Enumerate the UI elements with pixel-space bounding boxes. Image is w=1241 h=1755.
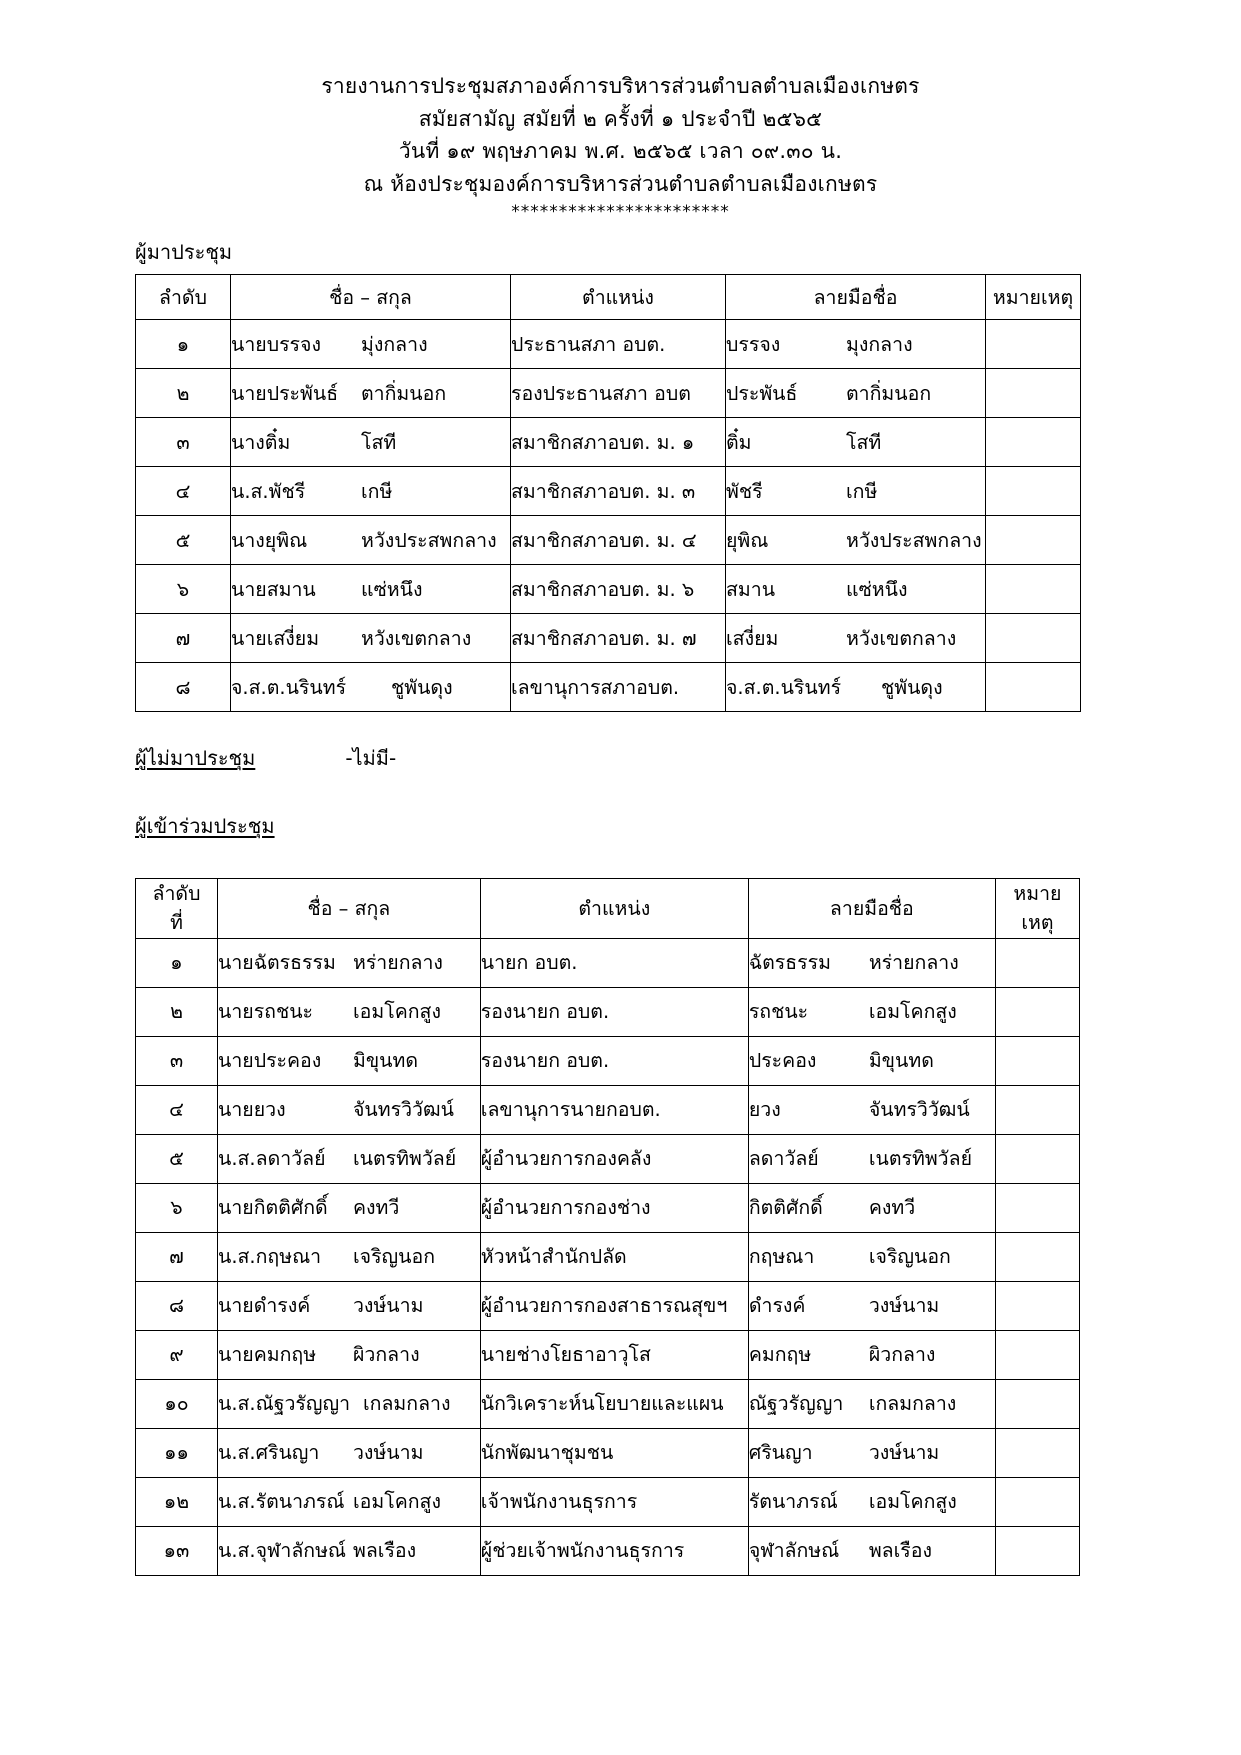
row-name bbox=[231, 565, 511, 614]
row-name-first: นางติ๋ม bbox=[231, 430, 291, 454]
row-sign-first: รถชนะ bbox=[748, 1000, 809, 1024]
row-name bbox=[217, 987, 480, 1036]
row-name-last: แซ่หนึง bbox=[361, 577, 423, 601]
row-note bbox=[995, 1183, 1079, 1232]
row-name-last: ชูพันดุง bbox=[391, 675, 453, 699]
row-note bbox=[986, 516, 1081, 565]
row-note bbox=[995, 1330, 1079, 1379]
row-sign-first: ลดาวัลย์ bbox=[748, 1147, 819, 1171]
table-row bbox=[136, 467, 1081, 516]
row-signature bbox=[748, 1134, 995, 1183]
row-sign-last: มิขุนทด bbox=[868, 1049, 934, 1073]
row-sign-first: กิตติศักดิ์ bbox=[748, 1196, 823, 1220]
attendees-table bbox=[135, 274, 1081, 712]
participants-col-name: ชื่อ – สกุล bbox=[217, 879, 480, 939]
table-row bbox=[136, 663, 1081, 712]
row-sign-last: พลเรือง bbox=[868, 1539, 933, 1563]
participants-section-label: ผู้เข้าร่วมประชุม bbox=[135, 814, 275, 839]
table-row bbox=[136, 516, 1081, 565]
row-no: ๑๐ bbox=[136, 1379, 218, 1428]
row-sign-last: โสที bbox=[846, 430, 882, 454]
row-position: นักพัฒนาชุมชน bbox=[480, 1428, 748, 1477]
participants-col-signature: ลายมือชื่อ bbox=[748, 879, 995, 939]
row-sign-last: เนตรทิพวัลย์ bbox=[868, 1147, 972, 1171]
row-name-last: วงษ์นาม bbox=[352, 1441, 424, 1465]
row-sign-first: ประคอง bbox=[748, 1049, 817, 1073]
row-signature bbox=[726, 369, 986, 418]
participants-table-header-row bbox=[136, 879, 1080, 939]
attendees-col-note: หมายเหตุ bbox=[986, 275, 1081, 320]
row-sign-first: ยวง bbox=[748, 1098, 781, 1122]
row-name bbox=[217, 1428, 480, 1477]
row-position: สมาชิกสภาอบต. ม. ๓ bbox=[511, 467, 726, 516]
table-row bbox=[136, 1477, 1080, 1526]
row-signature bbox=[726, 418, 986, 467]
row-note bbox=[995, 1036, 1079, 1085]
row-no: ๘ bbox=[136, 1281, 218, 1330]
row-no: ๓ bbox=[136, 1036, 218, 1085]
row-sign-last: ผิวกลาง bbox=[868, 1343, 936, 1367]
row-name-first: น.ส.กฤษณา bbox=[217, 1245, 322, 1269]
row-name bbox=[217, 1036, 480, 1085]
row-name-first: น.ส.รัตนาภรณ์ bbox=[217, 1490, 345, 1514]
row-name bbox=[217, 1134, 480, 1183]
row-name-first: นายประพันธ์ bbox=[231, 381, 339, 405]
table-row bbox=[136, 1330, 1080, 1379]
row-name-first: นายคมกฤษ bbox=[217, 1343, 317, 1367]
row-sign-last: วงษ์นาม bbox=[868, 1294, 940, 1318]
row-name-first: น.ส.พัชรี bbox=[231, 479, 306, 503]
row-note bbox=[995, 1232, 1079, 1281]
row-no: ๕ bbox=[136, 1134, 218, 1183]
row-position: ผู้ช่วยเจ้าพนักงานธุรการ bbox=[480, 1526, 748, 1575]
row-sign-first: จุฬาลักษณ์ bbox=[748, 1539, 840, 1563]
attendees-col-signature: ลายมือชื่อ bbox=[726, 275, 986, 320]
table-row bbox=[136, 1085, 1080, 1134]
row-sign-first: กฤษณา bbox=[748, 1245, 815, 1269]
row-name-first: น.ส.ลดาวัลย์ bbox=[217, 1147, 326, 1171]
row-position: เจ้าพนักงานธุรการ bbox=[480, 1477, 748, 1526]
header-separator-stars: *********************** bbox=[511, 202, 730, 223]
row-signature bbox=[726, 565, 986, 614]
row-sign-last: เจริญนอก bbox=[868, 1245, 951, 1269]
row-signature bbox=[748, 1232, 995, 1281]
row-position: สมาชิกสภาอบต. ม. ๔ bbox=[511, 516, 726, 565]
row-note bbox=[995, 1428, 1079, 1477]
row-name bbox=[217, 1477, 480, 1526]
row-name-first: นายบรรจง bbox=[231, 332, 321, 356]
row-name bbox=[231, 369, 511, 418]
row-signature bbox=[748, 1330, 995, 1379]
row-no: ๙ bbox=[136, 1330, 218, 1379]
row-no: ๕ bbox=[136, 516, 231, 565]
row-sign-last: หวังประสพกลาง bbox=[846, 528, 982, 552]
row-name-last: เจริญนอก bbox=[352, 1245, 436, 1269]
row-name-first: นายยวง bbox=[217, 1098, 286, 1122]
row-no: ๒ bbox=[136, 987, 218, 1036]
row-name bbox=[231, 516, 511, 565]
row-no: ๖ bbox=[136, 1183, 218, 1232]
row-name-first: นายดำรงค์ bbox=[217, 1294, 311, 1318]
row-name-last: เอมโคกสูง bbox=[352, 1490, 441, 1514]
row-sign-last: หวังเขตกลาง bbox=[846, 626, 957, 650]
row-name-first: นายเสงี่ยม bbox=[231, 626, 320, 650]
row-name bbox=[217, 1085, 480, 1134]
row-name bbox=[217, 1379, 480, 1428]
row-name bbox=[231, 663, 511, 712]
document-header bbox=[95, 70, 1146, 200]
row-sign-last: วงษ์นาม bbox=[868, 1441, 940, 1465]
row-position: นักวิเคราะห์นโยบายและแผน bbox=[480, 1379, 748, 1428]
row-position: สมาชิกสภาอบต. ม. ๑ bbox=[511, 418, 726, 467]
row-signature bbox=[748, 1379, 995, 1428]
table-row bbox=[136, 938, 1080, 987]
table-row bbox=[136, 1526, 1080, 1575]
row-name bbox=[231, 418, 511, 467]
row-signature bbox=[726, 516, 986, 565]
row-name-first: นายสมาน bbox=[231, 577, 316, 601]
row-sign-first: รัตนาภรณ์ bbox=[748, 1490, 838, 1514]
row-name bbox=[217, 1232, 480, 1281]
row-name-first: น.ส.ณัฐวรัญญา bbox=[217, 1392, 351, 1416]
row-position: รองประธานสภา อบต bbox=[511, 369, 726, 418]
row-position: สมาชิกสภาอบต. ม. ๗ bbox=[511, 614, 726, 663]
row-sign-last: แซ่หนึง bbox=[846, 577, 908, 601]
row-name bbox=[217, 1526, 480, 1575]
table-row bbox=[136, 1134, 1080, 1183]
attendees-section-label: ผู้มาประชุม bbox=[135, 240, 233, 265]
row-name-first: น.ส.ศรินญา bbox=[217, 1441, 320, 1465]
row-name-first: นางยุพิณ bbox=[231, 528, 308, 552]
row-note bbox=[986, 614, 1081, 663]
attendees-col-position: ตำแหน่ง bbox=[511, 275, 726, 320]
row-sign-first: สมาน bbox=[726, 577, 776, 601]
row-note bbox=[995, 1281, 1079, 1330]
row-name-last: หวังประสพกลาง bbox=[361, 528, 497, 552]
row-name-first: น.ส.จุฬาลักษณ์ bbox=[217, 1539, 347, 1563]
attendees-table-header-row bbox=[136, 275, 1081, 320]
row-signature bbox=[748, 1281, 995, 1330]
row-signature bbox=[748, 1526, 995, 1575]
row-sign-first: พัชรี bbox=[726, 479, 763, 503]
row-name-last: โสที bbox=[361, 430, 397, 454]
row-name-first: จ.ส.ต.นรินทร์ bbox=[231, 675, 347, 699]
row-note bbox=[995, 1526, 1079, 1575]
row-signature bbox=[748, 1036, 995, 1085]
participants-table bbox=[135, 878, 1080, 1576]
header-line-4: ณ ห้องประชุมองค์การบริหารส่วนตำบลตำบลเมืองเกษตร bbox=[363, 171, 878, 196]
row-sign-last: เกษี bbox=[846, 479, 878, 503]
row-note bbox=[995, 1379, 1079, 1428]
row-signature bbox=[726, 467, 986, 516]
row-name-first: นายฉัตรธรรม bbox=[217, 951, 336, 975]
row-position: รองนายก อบต. bbox=[480, 1036, 748, 1085]
row-signature bbox=[726, 663, 986, 712]
row-no: ๔ bbox=[136, 467, 231, 516]
table-row bbox=[136, 418, 1081, 467]
row-name-last: พลเรือง bbox=[352, 1539, 417, 1563]
row-signature bbox=[726, 614, 986, 663]
row-sign-first: ฉัตรธรรม bbox=[748, 951, 831, 975]
participants-col-no-line1: ลำดับ bbox=[152, 882, 201, 906]
row-position: นายช่างโยธาอาวุโส bbox=[480, 1330, 748, 1379]
row-name-last: หวังเขตกลาง bbox=[361, 626, 472, 650]
row-note bbox=[995, 938, 1079, 987]
table-row bbox=[136, 369, 1081, 418]
row-position: ผู้อำนวยการกองช่าง bbox=[480, 1183, 748, 1232]
row-no: ๔ bbox=[136, 1085, 218, 1134]
table-row bbox=[136, 987, 1080, 1036]
participants-col-no-line2: ที่ bbox=[170, 911, 183, 935]
row-no: ๖ bbox=[136, 565, 231, 614]
row-signature bbox=[748, 1183, 995, 1232]
row-name-last: เอมโคกสูง bbox=[352, 1000, 441, 1024]
row-signature bbox=[748, 1085, 995, 1134]
row-name-last: มิขุนทด bbox=[352, 1049, 419, 1073]
row-no: ๑ bbox=[136, 320, 231, 369]
absent-section-label: ผู้ไม่มาประชุม bbox=[135, 746, 256, 771]
row-sign-first: ยุพิณ bbox=[726, 528, 769, 552]
attendees-col-name: ชื่อ – สกุล bbox=[231, 275, 511, 320]
row-signature bbox=[748, 987, 995, 1036]
row-no: ๑๑ bbox=[136, 1428, 218, 1477]
absent-section-value: -ไม่มี- bbox=[345, 746, 397, 771]
row-note bbox=[986, 565, 1081, 614]
row-position: รองนายก อบต. bbox=[480, 987, 748, 1036]
row-note bbox=[995, 1477, 1079, 1526]
table-row bbox=[136, 1379, 1080, 1428]
row-sign-last: เกลมกลาง bbox=[868, 1392, 957, 1416]
row-sign-first: ดำรงค์ bbox=[748, 1294, 806, 1318]
row-position: เลขานุการสภาอบต. bbox=[511, 663, 726, 712]
row-name bbox=[231, 320, 511, 369]
table-row bbox=[136, 1428, 1080, 1477]
table-row bbox=[136, 1281, 1080, 1330]
row-sign-first: ศรินญา bbox=[748, 1441, 813, 1465]
row-sign-last: เอมโคกสูง bbox=[868, 1490, 957, 1514]
row-name-last: ตากิ่มนอก bbox=[361, 381, 447, 405]
row-name-first: นายกิตติศักดิ์ bbox=[217, 1196, 328, 1220]
row-sign-last: เอมโคกสูง bbox=[868, 1000, 957, 1024]
row-position: สมาชิกสภาอบต. ม. ๖ bbox=[511, 565, 726, 614]
row-sign-last: คงทวี bbox=[868, 1196, 916, 1220]
row-note bbox=[986, 418, 1081, 467]
row-no: ๘ bbox=[136, 663, 231, 712]
row-signature bbox=[748, 938, 995, 987]
row-no: ๗ bbox=[136, 1232, 218, 1281]
row-sign-last: จันทรวิวัฒน์ bbox=[868, 1098, 970, 1122]
row-signature bbox=[726, 320, 986, 369]
row-name-last: มุ่งกลาง bbox=[361, 332, 428, 356]
table-row bbox=[136, 565, 1081, 614]
row-sign-last: ชูพันดุง bbox=[881, 675, 943, 699]
row-name-last: หร่ายกลาง bbox=[352, 951, 443, 975]
row-name-last: เนตรทิพวัลย์ bbox=[352, 1147, 457, 1171]
table-row bbox=[136, 1232, 1080, 1281]
row-sign-first: บรรจง bbox=[726, 332, 781, 356]
row-position: ผู้อำนวยการกองคลัง bbox=[480, 1134, 748, 1183]
row-sign-last: หร่ายกลาง bbox=[868, 951, 959, 975]
row-sign-first: จ.ส.ต.นรินทร์ bbox=[726, 675, 842, 699]
participants-col-note bbox=[995, 879, 1079, 939]
row-note bbox=[986, 320, 1081, 369]
row-note bbox=[986, 369, 1081, 418]
row-sign-first: เสงี่ยม bbox=[726, 626, 779, 650]
row-sign-first: คมกฤษ bbox=[748, 1343, 812, 1367]
table-row bbox=[136, 614, 1081, 663]
header-line-2: สมัยสามัญ สมัยที่ ๒ ครั้งที่ ๑ ประจำปี ๒๕๖๕ bbox=[418, 106, 823, 131]
row-note bbox=[986, 467, 1081, 516]
header-line-1: รายงานการประชุมสภาองค์การบริหารส่วนตำบลตำบลเมืองเกษตร bbox=[321, 74, 920, 98]
row-name-last: คงทวี bbox=[352, 1196, 400, 1220]
row-sign-first: ติ๋ม bbox=[726, 430, 752, 454]
row-no: ๒ bbox=[136, 369, 231, 418]
row-name bbox=[231, 467, 511, 516]
participants-col-position: ตำแหน่ง bbox=[480, 879, 748, 939]
row-name bbox=[217, 1330, 480, 1379]
row-sign-last: มุงกลาง bbox=[846, 332, 913, 356]
row-name-last: วงษ์นาม bbox=[352, 1294, 424, 1318]
participants-col-note-line1: หมาย bbox=[1013, 882, 1062, 906]
participants-col-no bbox=[136, 879, 218, 939]
table-row bbox=[136, 320, 1081, 369]
row-position: ผู้อำนวยการกองสาธารณสุขฯ bbox=[480, 1281, 748, 1330]
row-name-last: จันทรวิวัฒน์ bbox=[352, 1098, 454, 1122]
row-position: เลขานุการนายกอบต. bbox=[480, 1085, 748, 1134]
row-no: ๑๒ bbox=[136, 1477, 218, 1526]
row-name bbox=[217, 1281, 480, 1330]
row-no: ๑๓ bbox=[136, 1526, 218, 1575]
row-note bbox=[995, 987, 1079, 1036]
row-name bbox=[217, 938, 480, 987]
row-signature bbox=[748, 1428, 995, 1477]
row-name-first: นายรถชนะ bbox=[217, 1000, 314, 1024]
row-name-last: ผิวกลาง bbox=[352, 1343, 420, 1367]
row-position: นายก อบต. bbox=[480, 938, 748, 987]
row-position: ประธานสภา อบต. bbox=[511, 320, 726, 369]
row-no: ๓ bbox=[136, 418, 231, 467]
row-name bbox=[231, 614, 511, 663]
table-row bbox=[136, 1183, 1080, 1232]
row-sign-first: ณัฐวรัญญา bbox=[748, 1392, 844, 1416]
row-no: ๗ bbox=[136, 614, 231, 663]
row-note bbox=[995, 1134, 1079, 1183]
row-sign-first: ประพันธ์ bbox=[726, 381, 798, 405]
participants-col-note-line2: เหตุ bbox=[1021, 911, 1054, 935]
row-name bbox=[217, 1183, 480, 1232]
row-position: หัวหน้าสำนักปลัด bbox=[480, 1232, 748, 1281]
attendees-col-no: ลำดับ bbox=[136, 275, 231, 320]
row-name-last: เกลมกลาง bbox=[362, 1392, 451, 1416]
row-no: ๑ bbox=[136, 938, 218, 987]
row-name-first: นายประคอง bbox=[217, 1049, 322, 1073]
row-signature bbox=[748, 1477, 995, 1526]
row-name-last: เกษี bbox=[361, 479, 393, 503]
row-note bbox=[995, 1085, 1079, 1134]
table-row bbox=[136, 1036, 1080, 1085]
row-note bbox=[986, 663, 1081, 712]
row-sign-last: ตากิ่มนอก bbox=[846, 381, 932, 405]
absent-section bbox=[135, 742, 1146, 774]
header-line-3: วันที่ ๑๙ พฤษภาคม พ.ศ. ๒๕๖๕ เวลา ๐๙.๓๐ น. bbox=[398, 139, 843, 164]
